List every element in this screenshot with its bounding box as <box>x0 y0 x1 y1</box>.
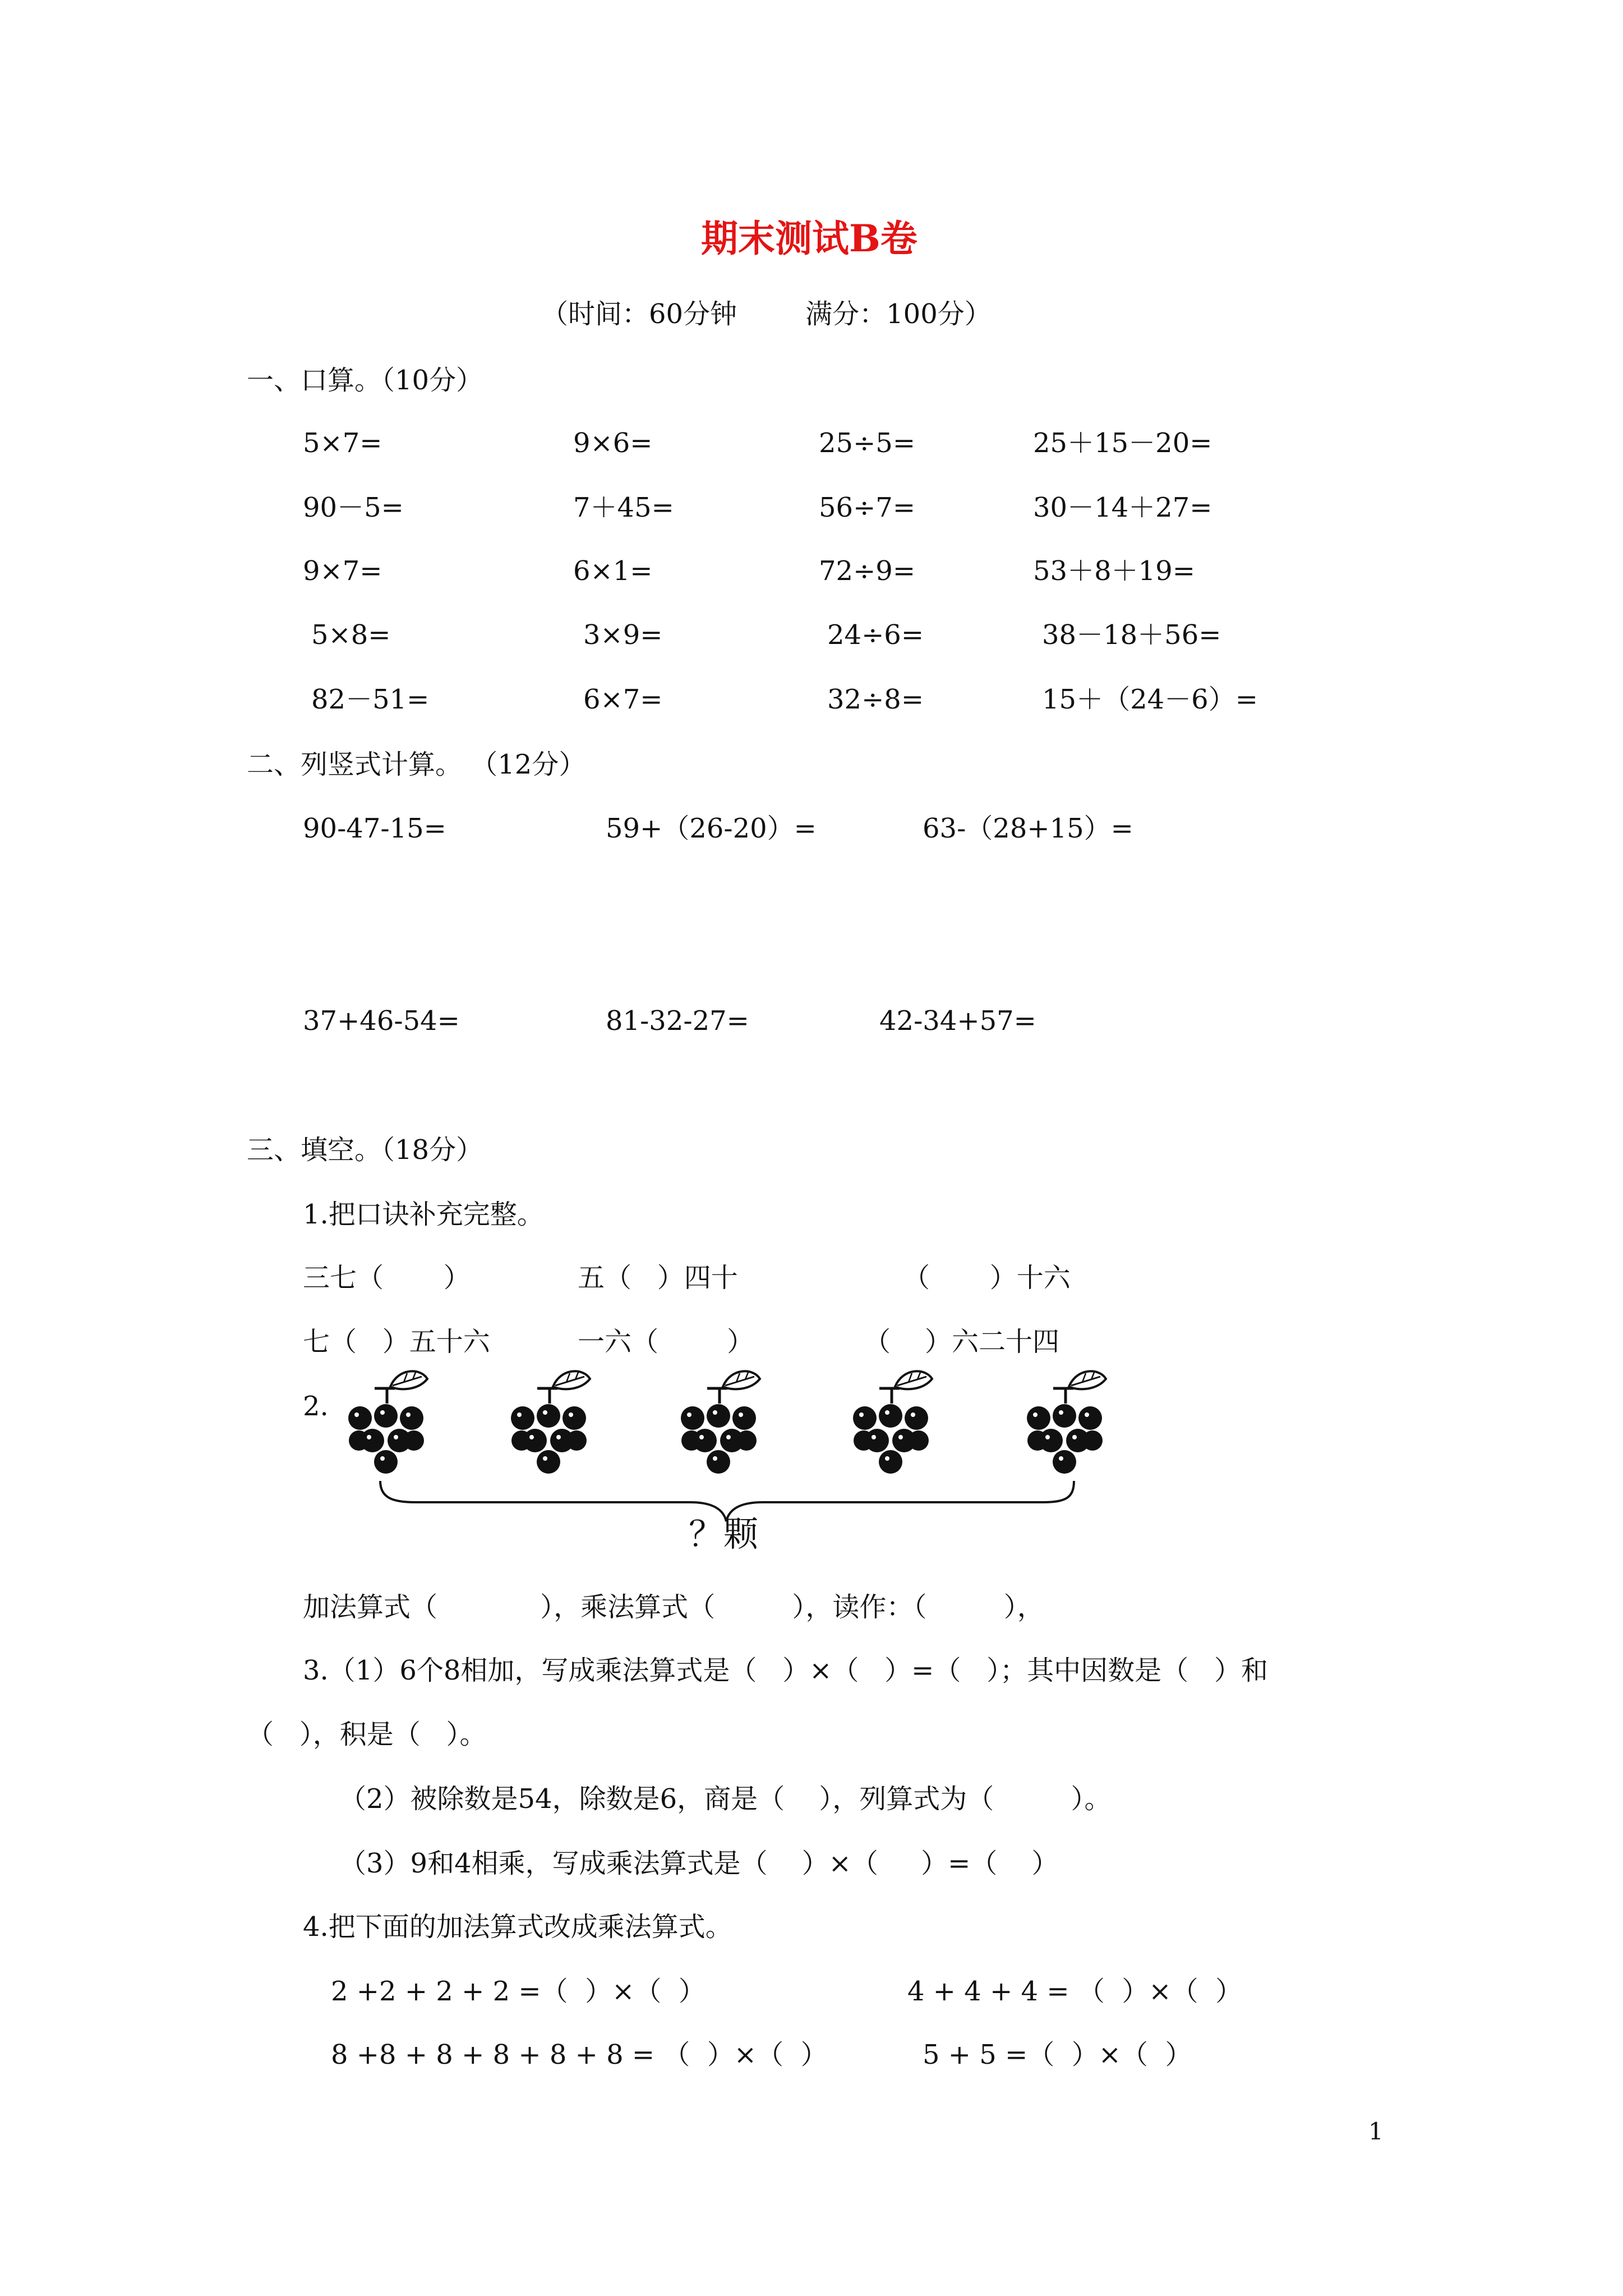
vertical-calc-item: 81-32-27= <box>606 1005 749 1037</box>
oral-calc-item: 24÷6= <box>827 619 924 651</box>
vertical-calc-item: 42-34+57= <box>879 1005 1036 1037</box>
oral-calc-item: 5×8= <box>311 619 391 651</box>
question-3-line: （2）被除数是54，除数是6，商是（ ），列算式为（ ）。 <box>339 1783 1112 1815</box>
vertical-calc-item: 37+46-54= <box>303 1005 460 1037</box>
vertical-calc-item: 63-（28+15）= <box>923 813 1133 844</box>
question-4-label: 4.把下面的加法算式改成乘法算式。 <box>303 1911 732 1943</box>
oral-calc-item: 3×9= <box>583 619 663 651</box>
page-title: 期末测试B卷 <box>701 217 917 260</box>
addition-to-multiplication-item: 8 +8 + 8 + 8 + 8 + 8 = （ ）×（ ） <box>331 2039 828 2070</box>
oral-calc-item: 15＋（24－6）= <box>1042 684 1258 715</box>
multiplication-rhyme-item: 三七（ ） <box>303 1262 471 1294</box>
addition-to-multiplication-item: 2 +2 + 2 + 2 =（ ）×（ ） <box>331 1976 706 2007</box>
grape-bunch-icon <box>853 1371 932 1474</box>
oral-calc-item: 90－5= <box>303 492 404 523</box>
grape-bunch-icon <box>1027 1371 1106 1474</box>
question-1-label: 1.把口诀补充完整。 <box>303 1199 544 1230</box>
page-number: 1 <box>1368 2118 1384 2145</box>
multiplication-rhyme-item: 五（ ）四十 <box>578 1262 738 1294</box>
vertical-calc-item: 90-47-15= <box>303 813 446 844</box>
question-2-label: 2. <box>303 1391 329 1422</box>
grape-bunch-icon <box>348 1371 427 1474</box>
addition-to-multiplication-item: 4 + 4 + 4 = （ ）×（ ） <box>907 1976 1243 2007</box>
section-3-heading: 三、填空。（18分） <box>247 1134 483 1166</box>
oral-calc-item: 72÷9= <box>819 555 916 587</box>
exam-info: （时间：60分钟 满分：100分） <box>541 298 992 330</box>
multiplication-rhyme-item: （ ）十六 <box>903 1262 1071 1294</box>
oral-calc-item: 53＋8＋19= <box>1033 555 1195 587</box>
grape-bunch-icon <box>511 1371 590 1474</box>
oral-calc-item: 7＋45= <box>573 492 674 523</box>
oral-calc-item: 30－14＋27= <box>1033 492 1212 523</box>
oral-calc-item: 9×7= <box>303 555 382 587</box>
oral-calc-item: 82－51= <box>311 684 430 715</box>
oral-calc-item: 56÷7= <box>819 492 916 523</box>
oral-calc-item: 6×7= <box>583 684 663 715</box>
oral-calc-item: 25＋15－20= <box>1033 427 1212 459</box>
oral-calc-item: 38－18＋56= <box>1042 619 1221 651</box>
multiplication-rhyme-item: （ ）六二十四 <box>864 1326 1060 1358</box>
question-3-line: 3.（1）6个8相加，写成乘法算式是（ ）×（ ）=（ ）；其中因数是（ ）和 <box>303 1655 1268 1686</box>
question-2-answer-line: 加法算式（ ），乘法算式（ ），读作：（ ）， <box>303 1591 1044 1623</box>
question-3-line: （ ），积是（ ）。 <box>247 1719 487 1750</box>
grape-bunch-icon <box>681 1371 760 1474</box>
multiplication-rhyme-item: 一六（ ） <box>578 1326 754 1358</box>
oral-calc-item: 6×1= <box>573 555 653 587</box>
section-1-heading: 一、口算。（10分） <box>247 365 483 396</box>
section-2-heading: 二、列竖式计算。 （12分） <box>247 749 586 780</box>
oral-calc-item: 5×7= <box>303 427 382 459</box>
oral-calc-item: 9×6= <box>573 427 653 459</box>
addition-to-multiplication-item: 5 + 5 =（ ）×（ ） <box>923 2039 1192 2070</box>
brace-label: ？颗 <box>689 1513 759 1554</box>
question-3-line: （3）9和4相乘，写成乘法算式是（ ）×（ ）=（ ） <box>339 1848 1059 1879</box>
oral-calc-item: 32÷8= <box>827 684 924 715</box>
oral-calc-item: 25÷5= <box>819 427 916 459</box>
vertical-calc-item: 59+（26-20）= <box>606 813 817 844</box>
multiplication-rhyme-item: 七（ ）五十六 <box>303 1326 490 1358</box>
